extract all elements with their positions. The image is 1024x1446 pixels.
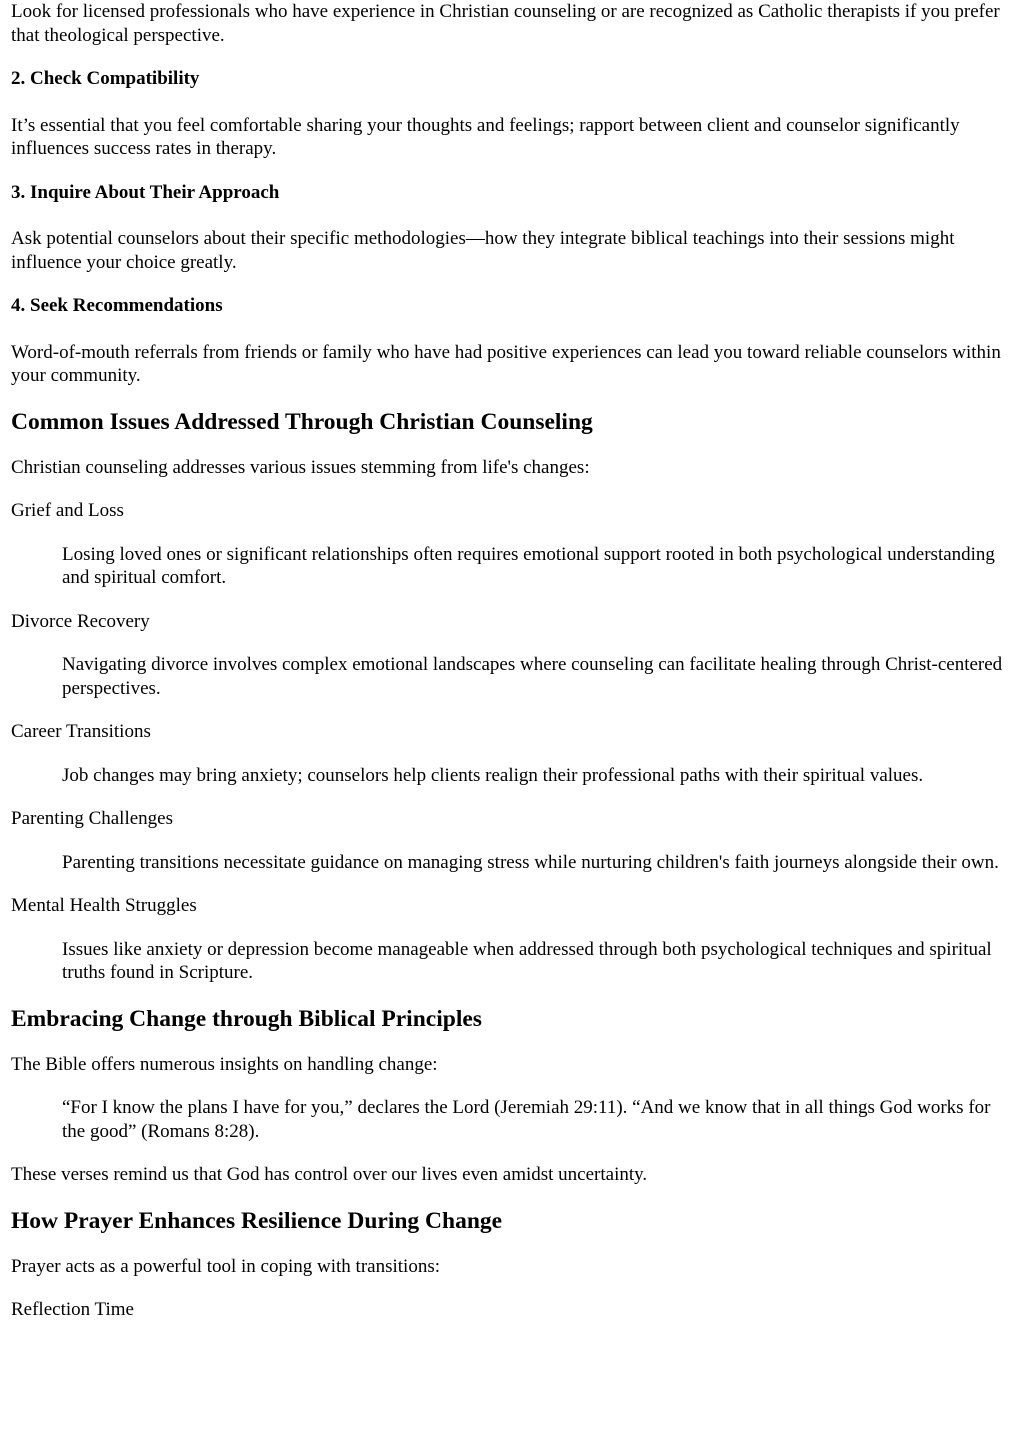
intro-paragraph: Look for licensed professionals who have experience in Christian counseling or are recognized as Catholic therapists if you prefer that theological perspective. bbox=[11, 1, 1000, 46]
issue-term-divorce: Divorce Recovery bbox=[11, 610, 150, 632]
tip-heading-approach: 3. Inquire About Their Approach bbox=[11, 181, 280, 203]
section-heading-prayer: How Prayer Enhances Resilience During Change bbox=[11, 1207, 503, 1234]
issue-term-parenting: Parenting Challenges bbox=[11, 808, 173, 829]
issue-description-divorce: Navigating divorce involves complex emotional landscapes where counseling can facilitate healing through Christ-centered perspectives. bbox=[62, 654, 1003, 699]
common-issues-intro: Christian counseling addresses various issues stemming from life's changes: bbox=[11, 456, 590, 478]
issue-description-career: Job changes may bring anxiety; counselors help clients realign their professional paths with their spiritual values. bbox=[62, 764, 924, 786]
biblical-closing: These verses remind us that God has control over our lives even amidst uncertainty. bbox=[11, 1164, 648, 1185]
tip-text-recommendations: Word-of-mouth referrals from friends or family who have had positive experiences can lead you toward reliable counselors within your community. bbox=[11, 341, 1001, 386]
tip-text-approach: Ask potential counselors about their specific methodologies—how they integrate biblical teachings into their sessions might influence your choice greatly. bbox=[11, 228, 955, 273]
tip-heading-recommendations: 4. Seek Recommendations bbox=[11, 295, 223, 316]
prayer-intro: Prayer acts as a powerful tool in coping with transitions: bbox=[11, 1255, 440, 1277]
issues-list bbox=[11, 499, 1016, 985]
issue-description-parenting: Parenting transitions necessitate guidance on managing stress while nurturing children's faith journeys alongside their own. bbox=[62, 851, 999, 873]
prayer-item-reflection-time: Reflection Time bbox=[11, 1299, 134, 1320]
issue-description-mental-health: Issues like anxiety or depression become manageable when addressed through both psychological techniques and spiritual truths found in Scripture. bbox=[62, 938, 992, 983]
issue-description-grief: Losing loved ones or significant relationships often requires emotional support rooted in both psychological understanding and spiritual comfort. bbox=[62, 543, 995, 588]
section-heading-common-issues: Common Issues Addressed Through Christian Counseling bbox=[11, 408, 593, 435]
issue-term-grief: Grief and Loss bbox=[11, 500, 124, 521]
biblical-intro: The Bible offers numerous insights on handling change: bbox=[11, 1053, 438, 1075]
section-heading-biblical-principles: Embracing Change through Biblical Principles bbox=[11, 1005, 482, 1032]
issue-term-mental-health: Mental Health Struggles bbox=[11, 895, 197, 916]
issue-term-career: Career Transitions bbox=[11, 721, 151, 742]
scripture-quote: “For I know the plans I have for you,” declares the Lord (Jeremiah 29:11). “And we know that in all things God works for the good” (Romans 8:28). bbox=[62, 1097, 991, 1142]
tip-text-compatibility: It’s essential that you feel comfortable sharing your thoughts and feelings; rapport between client and counselor significantly influences success rates in therapy. bbox=[11, 114, 960, 159]
tip-heading-compatibility: 2. Check Compatibility bbox=[11, 68, 200, 89]
